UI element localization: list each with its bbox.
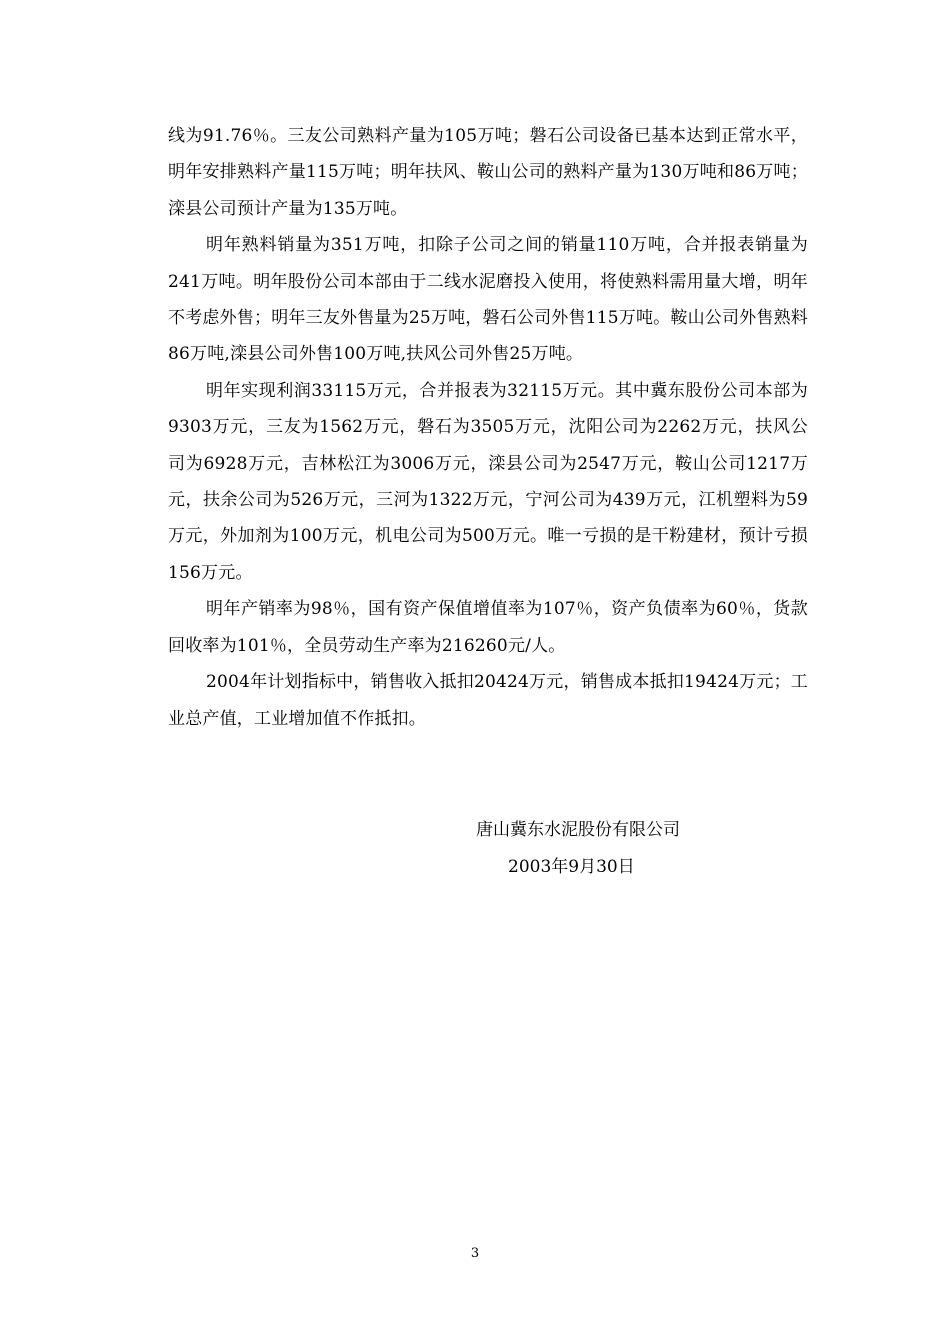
paragraph-clinker-production: 线为91.76％。三友公司熟料产量为105万吨；磐石公司设备已基本达到正常水平，明年安排熟料产量115万吨；明年扶风、鞍山公司的熟料产量为130万吨和86万吨；滦县公司预计产量为135万吨。 <box>168 126 808 219</box>
paragraph-clinker-sales: 明年熟料销量为351万吨，扣除子公司之间的销量110万吨，合并报表销量为241万吨。明年股份公司本部由于二线水泥磨投入使用，将使熟料需用量大增，明年不考虑外售；明年三友外售量为25万吨，磐石公司外售115万吨。鞍山公司外售熟料86万吨,滦县公司外售100万吨,扶风公司外售25万吨。 <box>168 235 808 365</box>
signature-block <box>440 812 740 886</box>
paragraph-profit: 明年实现利润33115万元，合并报表为32115万元。其中冀东股份公司本部为9303万元，三友为1562万元，磐石为3505万元，沈阳公司为2262万元，扶风公司为6928万元，吉林松江为3006万元，滦县公司为2547万元，鞍山公司1217万元，扶余公司为526万元，三河为1322万元，宁河公司为439万元，江机塑料为59万元，外加剂为100万元，机电公司为500万元。唯一亏损的是干粉建材，预计亏损156万元。 <box>168 380 808 583</box>
document-body <box>168 118 808 737</box>
paragraph-rates: 明年产销率为98％，国有资产保值增值率为107％，资产负债率为60％，货款回收率为101％，全员劳动生产率为216260元/人。 <box>168 599 808 656</box>
paragraph-plan-deductions: 2004年计划指标中，销售收入抵扣20424万元，销售成本抵扣19424万元；工业总产值，工业增加值不作抵扣。 <box>168 672 808 729</box>
page-number: 3 <box>470 1246 480 1261</box>
signature-company: 唐山冀东水泥股份有限公司 <box>476 820 680 840</box>
signature-date: 2003年9月30日 <box>508 857 635 877</box>
